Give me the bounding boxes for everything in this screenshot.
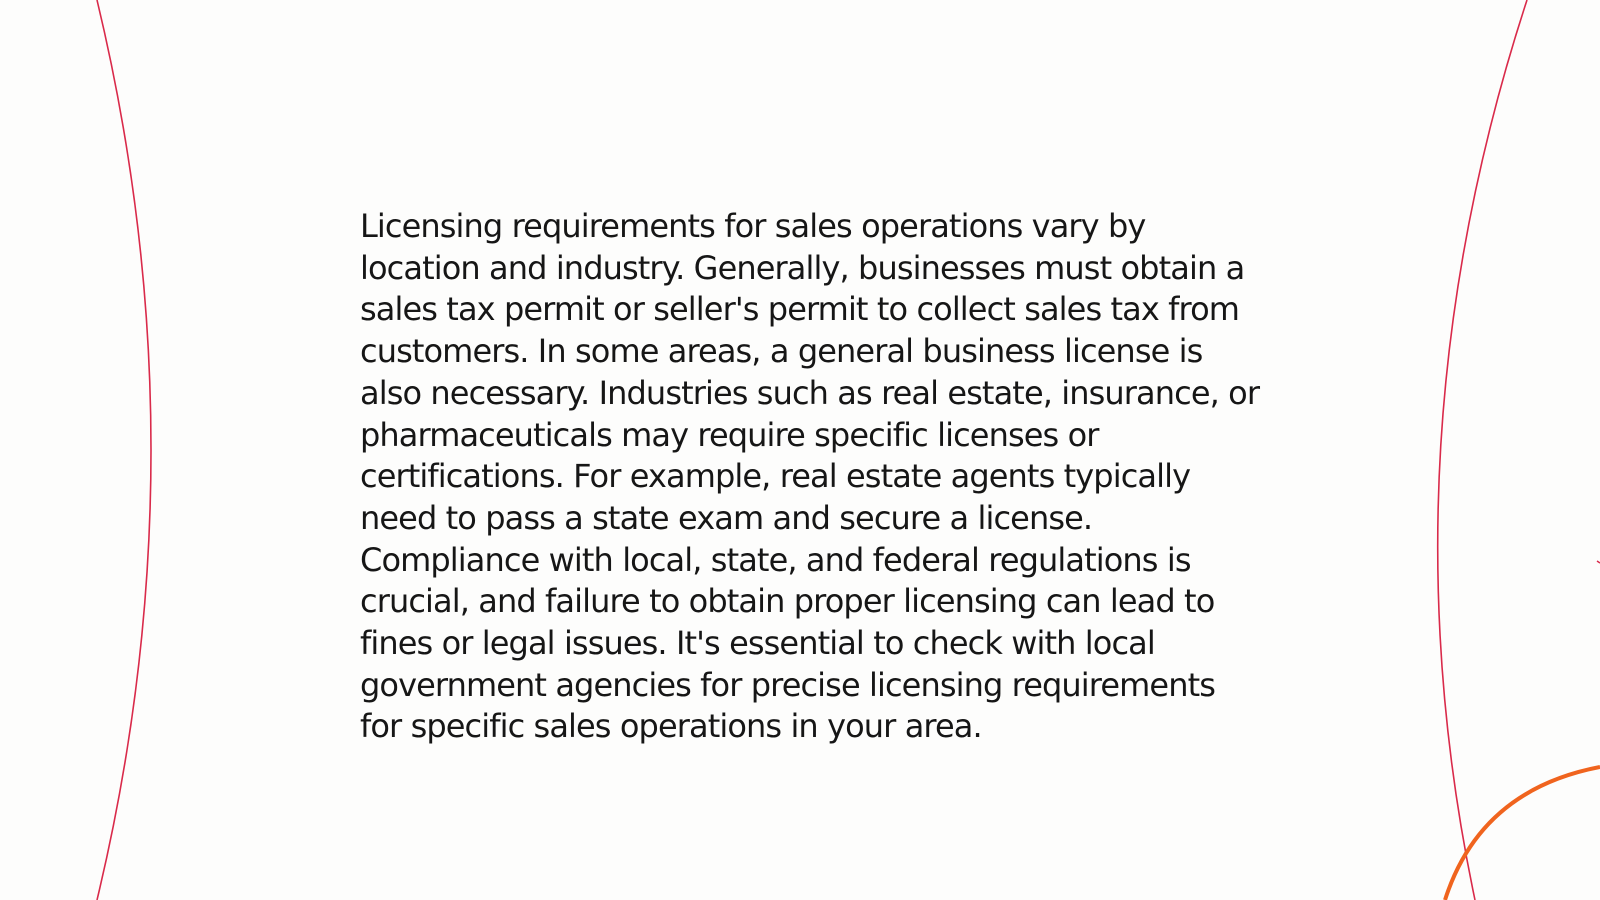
body-paragraph: Licensing requirements for sales operations vary by location and industry. Generally, businesses must obtain a sales tax permit or seller's permit to collect sales tax from customers. In some areas, a general business license is also necessary. Industries such as real estate, insurance, or pharmaceuticals may require specific licenses or certifications. For example, real estate agents typically need to pass a state exam and secure a license. Compliance with local, state, and federal regulations is crucial, and failure to obtain proper licensing can lead to fines or legal issues. It's essential to check with local government agencies for precise licensing requirements for specific sales operations in your area.	[360, 207, 1260, 746]
accent-arc	[1445, 767, 1600, 900]
right-curve-line	[1438, 0, 1527, 900]
left-curve-line	[97, 0, 151, 900]
